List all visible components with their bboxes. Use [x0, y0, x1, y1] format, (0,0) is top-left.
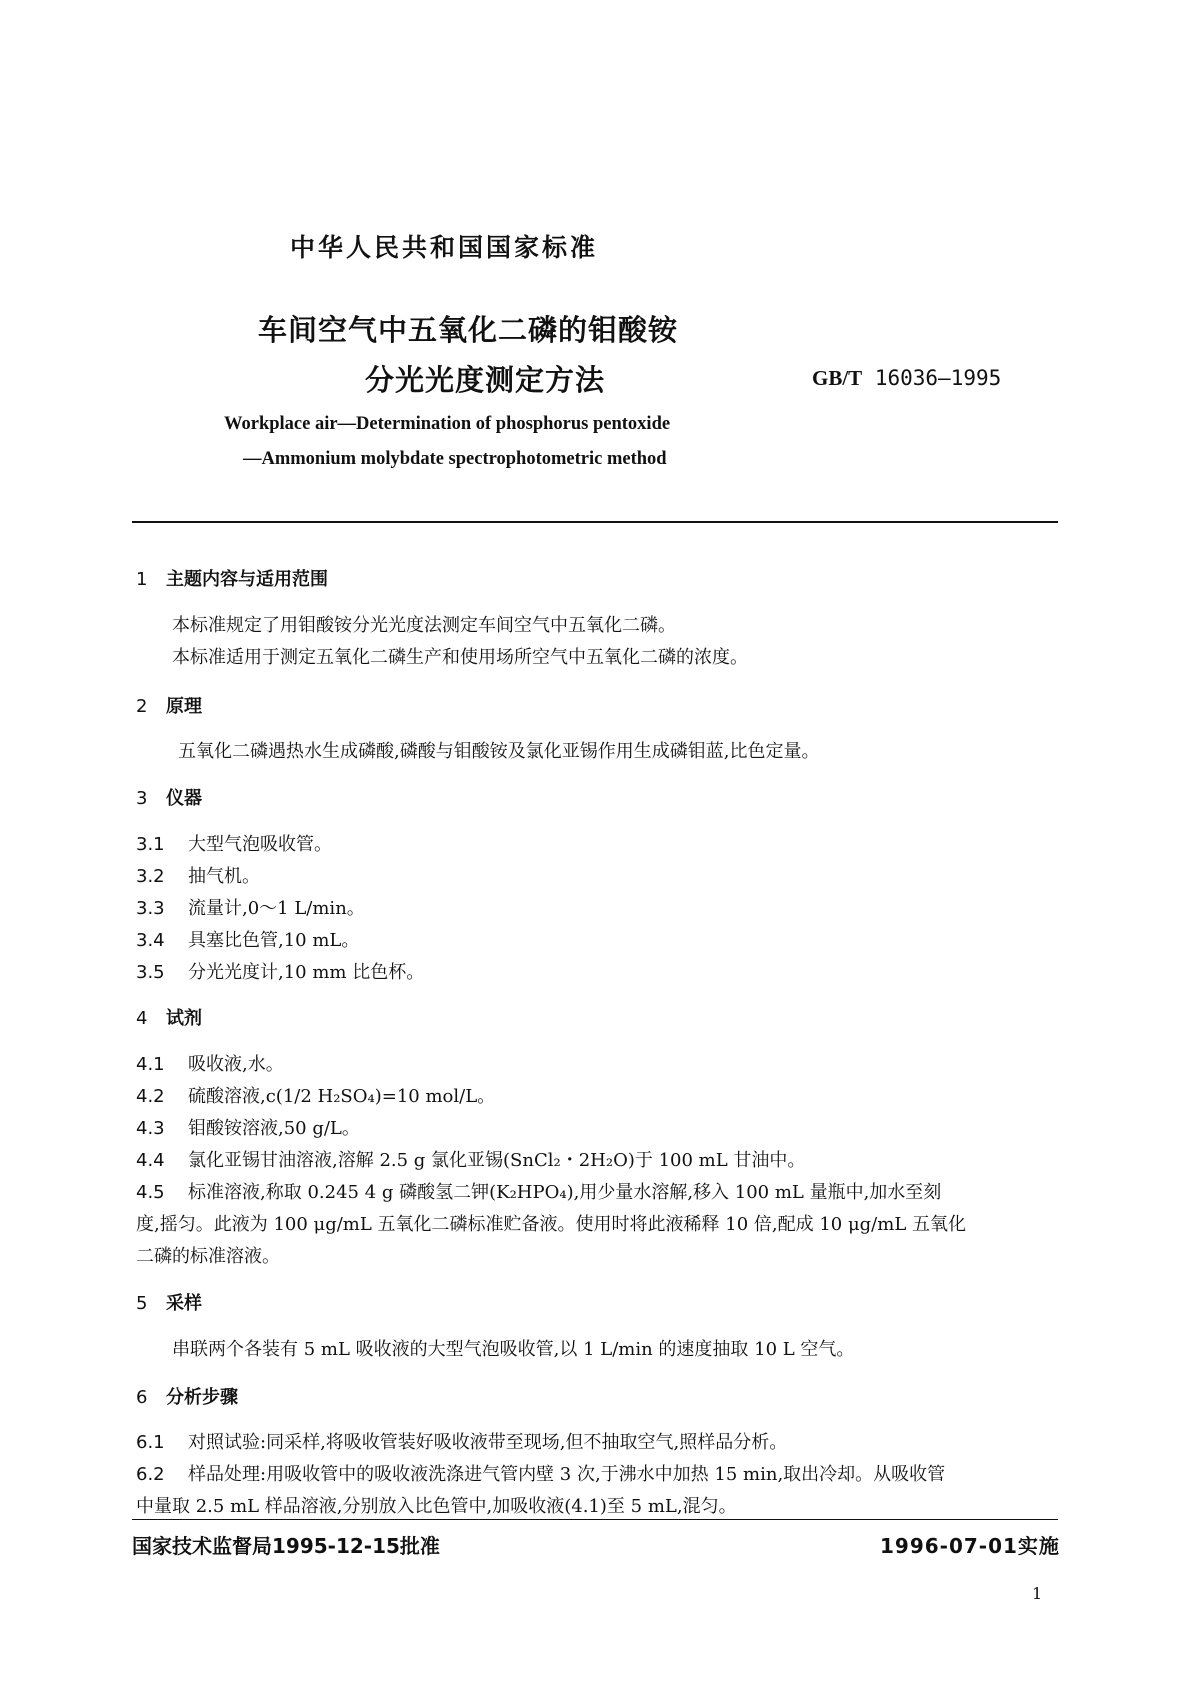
- list-item: [136, 1428, 787, 1454]
- list-item: [136, 1178, 941, 1204]
- approval-statement: 国家技术监督局1995-12-15批准: [132, 1534, 440, 1558]
- national-standard-heading: 中华人民共和国国家标准: [290, 233, 599, 262]
- item-number: 4.5: [136, 1182, 165, 1203]
- list-item: [136, 1114, 360, 1140]
- english-title-line-1: Workplace air—Determination of phosphorus pentoxide: [224, 414, 671, 434]
- section-number: 1: [136, 569, 148, 590]
- footer-divider: [132, 1519, 1058, 1520]
- list-item: [136, 1082, 495, 1108]
- paragraph: 本标准适用于测定五氧化二磷生产和使用场所空气中五氧化二磷的浓度。: [172, 647, 748, 668]
- section-title: 分析步骤: [166, 1387, 238, 1408]
- section-heading-6: [136, 1383, 238, 1409]
- list-item: [136, 926, 359, 952]
- section-title: 采样: [166, 1293, 202, 1314]
- item-text: 流量计,0～1 L/min。: [188, 898, 365, 919]
- item-number: 6.2: [136, 1464, 165, 1485]
- item-text: 分光光度计,10 mm 比色杯。: [188, 962, 425, 983]
- section-number: 4: [136, 1008, 148, 1029]
- header-divider: [132, 521, 1058, 523]
- section-heading-4: [136, 1004, 202, 1030]
- item-text: 硫酸溶液,c(1/2 H₂SO₄)=10 mol/L。: [188, 1086, 496, 1107]
- item-text: 氯化亚锡甘油溶液,溶解 2.5 g 氯化亚锡(SnCl₂・2H₂O)于 100 mL 甘油中。: [188, 1150, 806, 1171]
- list-item: [136, 862, 260, 888]
- item-number: 4.2: [136, 1086, 165, 1107]
- section-number: 3: [136, 788, 148, 809]
- item-text: 钼酸铵溶液,50 g/L。: [188, 1118, 360, 1139]
- item-number: 4.4: [136, 1150, 165, 1171]
- section-title: 仪器: [166, 788, 202, 809]
- page-number: 1: [1032, 1584, 1043, 1603]
- list-item-continuation: 度,摇匀。此液为 100 μg/mL 五氧化二磷标准贮备液。使用时将此液稀释 10 倍,配成 10 μg/mL 五氧化: [136, 1214, 966, 1235]
- item-number: 4.1: [136, 1054, 165, 1075]
- section-heading-2: [136, 692, 202, 718]
- standard-prefix: GB/T: [812, 366, 863, 390]
- section-title: 原理: [166, 696, 202, 717]
- list-item: [136, 1460, 945, 1486]
- item-text: 抽气机。: [188, 866, 260, 887]
- item-number: 3.4: [136, 930, 165, 951]
- item-text: 标准溶液,称取 0.245 4 g 磷酸氢二钾(K₂HPO₄),用少量水溶解,移入 100 mL 量瓶中,加水至刻: [188, 1182, 942, 1203]
- paragraph: 本标准规定了用钼酸铵分光光度法测定车间空气中五氧化二磷。: [172, 615, 676, 636]
- item-text: 样品处理:用吸收管中的吸收液洗涤进气管内壁 3 次,于沸水中加热 15 min,取出冷却。从吸收管: [188, 1464, 946, 1485]
- list-item-continuation: 中量取 2.5 mL 样品溶液,分别放入比色管中,加吸收液(4.1)至 5 mL,混匀。: [136, 1496, 737, 1517]
- section-number: 2: [136, 696, 148, 717]
- item-number: 3.2: [136, 866, 165, 887]
- section-number: 5: [136, 1293, 148, 1314]
- paragraph: 串联两个各装有 5 mL 吸收液的大型气泡吸收管,以 1 L/min 的速度抽取 10 L 空气。: [172, 1339, 855, 1360]
- title-line-2: 分光光度测定方法: [365, 363, 606, 397]
- item-number: 6.1: [136, 1432, 165, 1453]
- section-heading-1: [136, 565, 328, 591]
- list-item: [136, 1146, 805, 1172]
- section-heading-3: [136, 784, 202, 810]
- list-item: [136, 1050, 284, 1076]
- item-text: 对照试验:同采样,将吸收管装好吸收液带至现场,但不抽取空气,照样品分析。: [188, 1432, 788, 1453]
- list-item-continuation: 二磷的标准溶液。: [136, 1246, 280, 1267]
- list-item: [136, 958, 424, 984]
- item-text: 吸收液,水。: [188, 1054, 284, 1075]
- english-title-line-2: —Ammonium molybdate spectrophotometric method: [243, 449, 667, 469]
- item-number: 4.3: [136, 1118, 165, 1139]
- list-item: [136, 894, 365, 920]
- effective-date: 1996-07-01实施: [880, 1534, 1060, 1558]
- item-number: 3.3: [136, 898, 165, 919]
- standard-number: [812, 366, 1001, 391]
- item-text: 具塞比色管,10 mL。: [188, 930, 360, 951]
- item-text: 大型气泡吸收管。: [188, 834, 332, 855]
- list-item: [136, 830, 332, 856]
- item-number: 3.1: [136, 834, 165, 855]
- section-number: 6: [136, 1387, 148, 1408]
- title-line-1: 车间空气中五氧化二磷的钼酸铵: [258, 313, 679, 347]
- section-title: 主题内容与适用范围: [166, 569, 328, 590]
- item-number: 3.5: [136, 962, 165, 983]
- standard-code: 16036—1995: [874, 366, 1002, 390]
- paragraph: 五氧化二磷遇热水生成磷酸,磷酸与钼酸铵及氯化亚锡作用生成磷钼蓝,比色定量。: [178, 741, 820, 762]
- section-title: 试剂: [166, 1008, 202, 1029]
- section-heading-5: [136, 1289, 202, 1315]
